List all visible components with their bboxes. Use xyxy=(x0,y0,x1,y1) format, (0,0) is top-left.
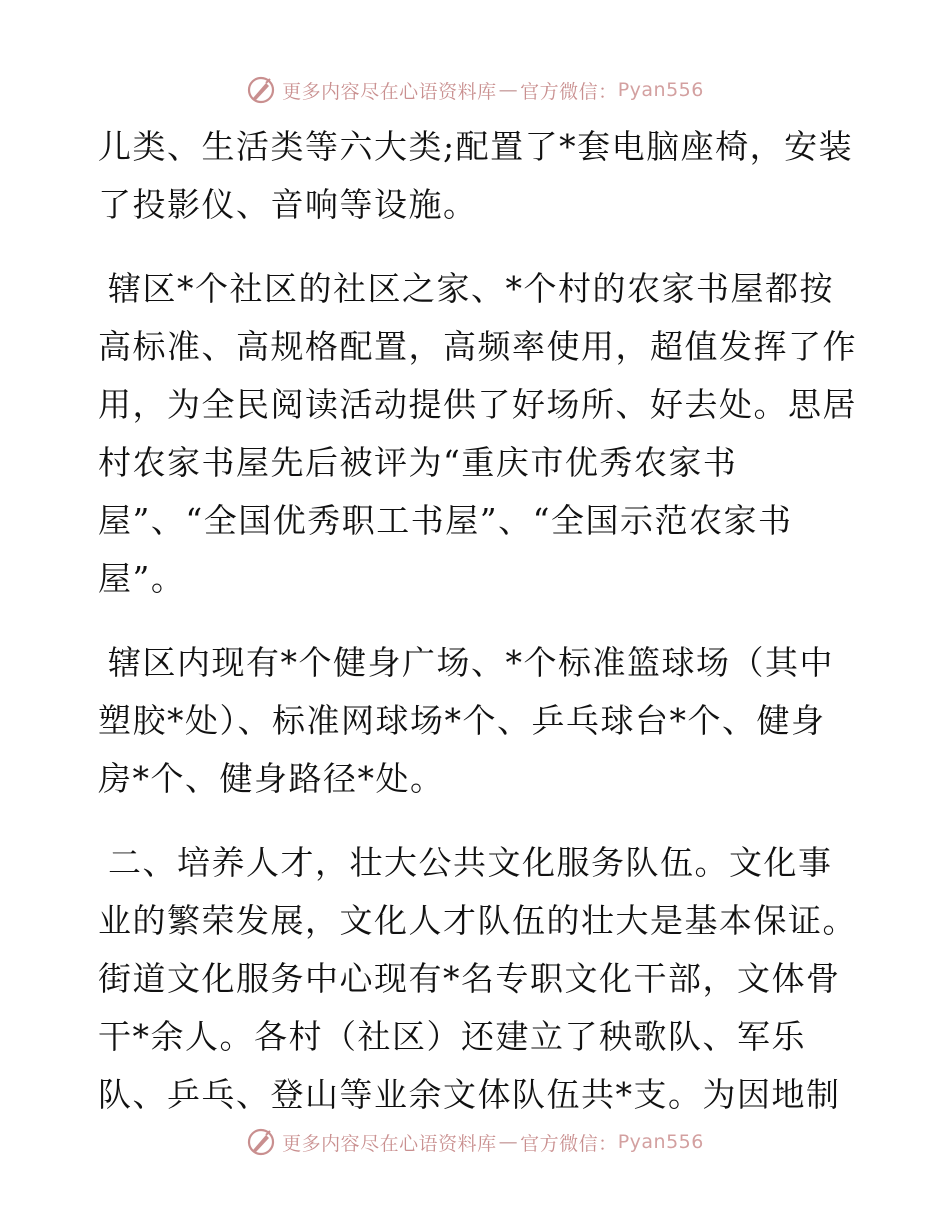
text-line: 二、培养人才，壮大公共文化服务队伍。文化事 xyxy=(108,843,833,882)
watermark-official: 官方微信： xyxy=(520,80,618,103)
text-line: 屋”。 xyxy=(98,559,186,598)
paragraph-1 xyxy=(98,118,854,234)
watermark-separator: — xyxy=(498,79,519,101)
text-line: 了投影仪、音响等设施。 xyxy=(98,185,478,224)
pen-logo-icon xyxy=(246,75,276,105)
watermark-wechat-id: Pyan556 xyxy=(617,79,704,101)
text-line: 队、乒乓、登山等业余文体队伍共*支。为因地制 xyxy=(98,1075,841,1114)
footer-watermark xyxy=(0,1122,950,1162)
watermark-text: 更多内容尽在心语资料库 xyxy=(282,1132,497,1155)
text-line: 村农家书屋先后被评为“重庆市优秀农家书 xyxy=(98,443,738,482)
header-watermark xyxy=(0,70,950,110)
text-line: 塑胶*处）、标准网球场*个、乒乓球台*个、健身 xyxy=(98,701,826,740)
paragraph-4 xyxy=(98,834,857,1124)
text-line: 辖区*个社区的社区之家、*个村的农家书屋都按 xyxy=(108,269,834,308)
text-line: 儿类、生活类等六大类;配置了*套电脑座椅，安装 xyxy=(98,127,854,166)
document-body xyxy=(98,118,857,1124)
text-line: 辖区内现有*个健身广场、*个标准篮球场（其中 xyxy=(108,643,834,682)
text-line: 高标准、高规格配置，高频率使用，超值发挥了作 xyxy=(98,327,857,366)
watermark-text: 更多内容尽在心语资料库 xyxy=(282,80,497,103)
text-line: 干*余人。各村（社区）还建立了秧歌队、军乐 xyxy=(98,1017,806,1056)
watermark-separator: — xyxy=(498,1131,519,1153)
text-line: 业的繁荣发展，文化人才队伍的壮大是基本保证。 xyxy=(98,901,857,940)
text-line: 屋”、“全国优秀职工书屋”、“全国示范农家书 xyxy=(98,501,793,540)
watermark-wechat-id: Pyan556 xyxy=(617,1131,704,1153)
paragraph-3 xyxy=(98,634,850,808)
pen-logo-icon xyxy=(246,1127,276,1157)
paragraph-2 xyxy=(98,260,857,608)
text-line: 街道文化服务中心现有*名专职文化干部，文体骨 xyxy=(98,959,841,998)
text-line: 房*个、健身路径*处。 xyxy=(98,759,445,798)
watermark-official: 官方微信： xyxy=(520,1132,618,1155)
text-line: 用，为全民阅读活动提供了好场所、好去处。思居 xyxy=(98,385,857,424)
